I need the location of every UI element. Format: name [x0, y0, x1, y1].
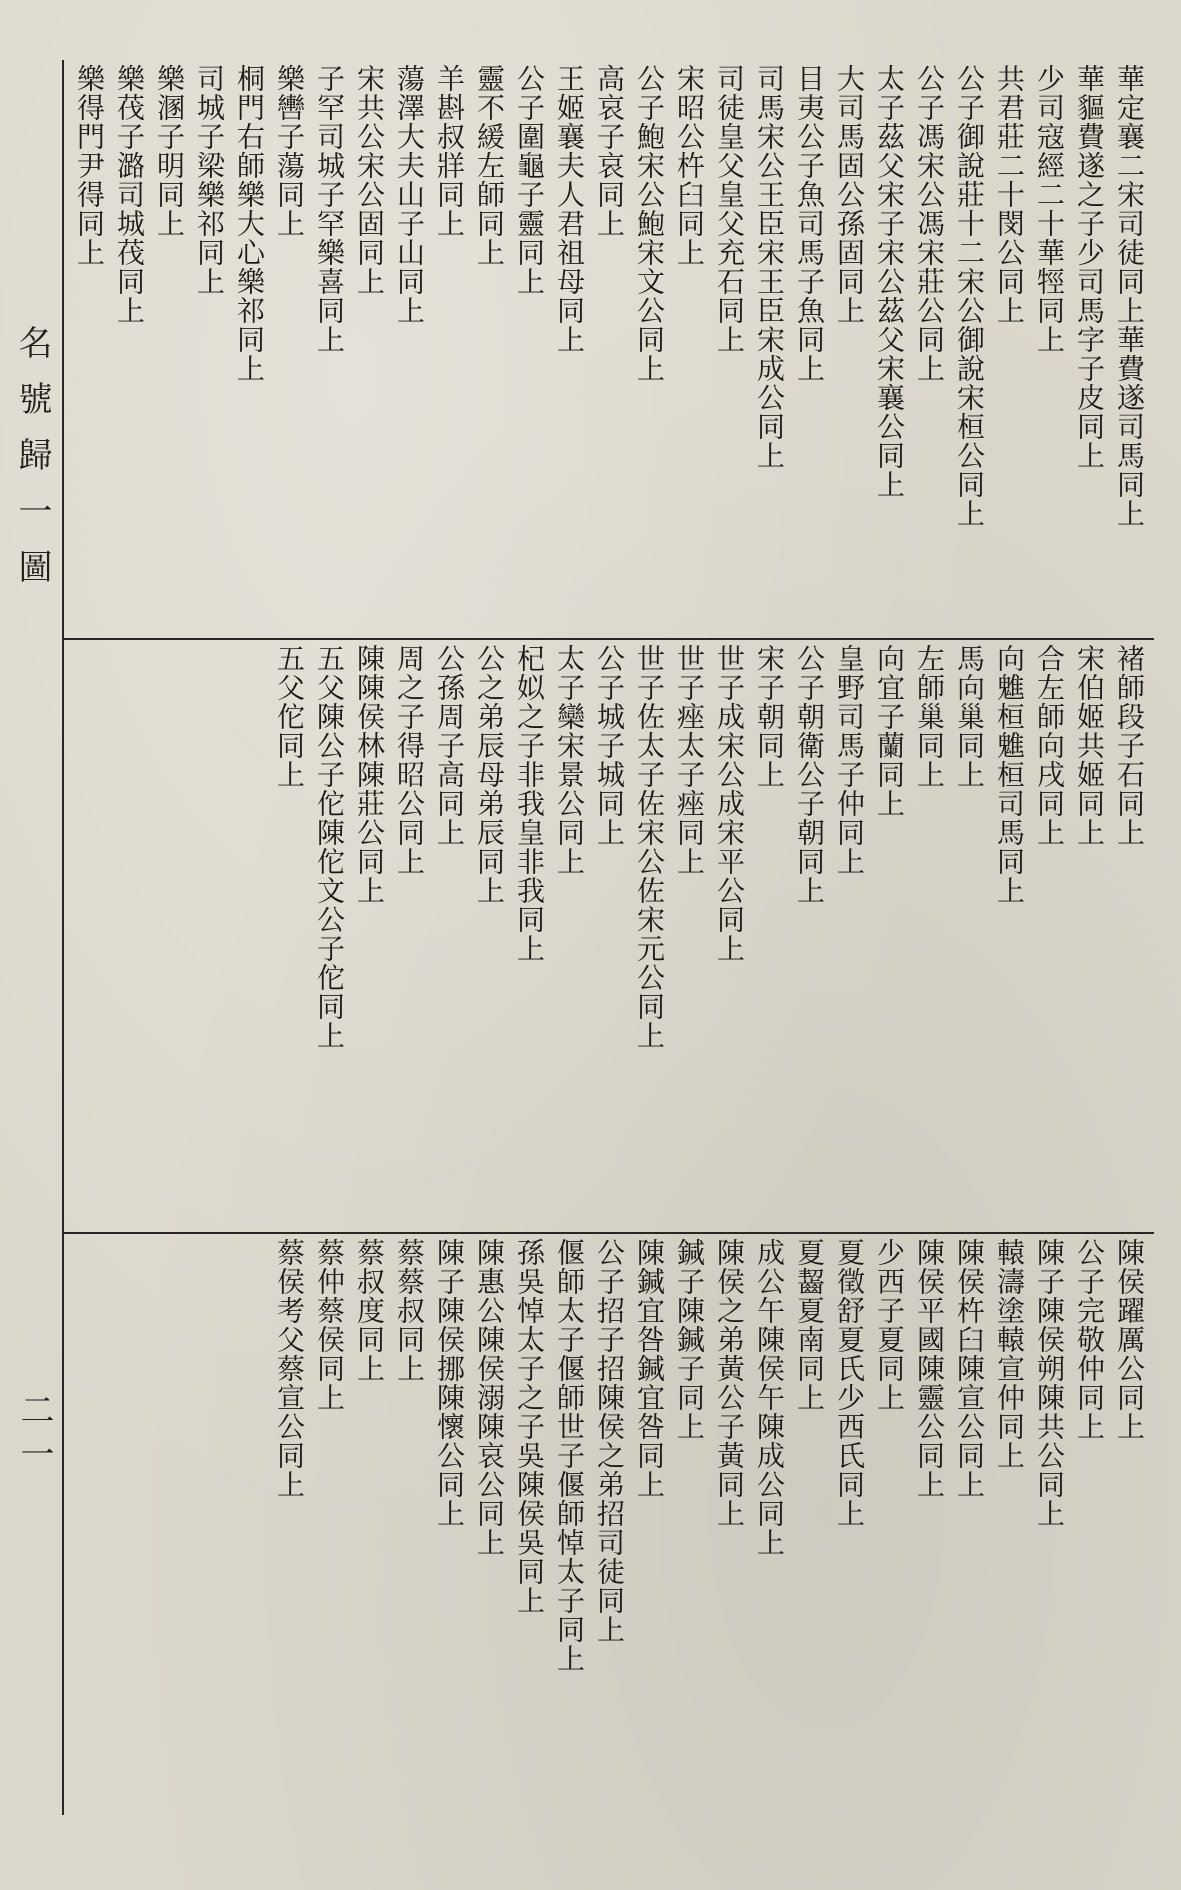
text-column: 公子馮宋公馮宋莊公同上: [913, 64, 946, 383]
text-column: 太子欒宋景公同上: [553, 644, 586, 876]
text-column: 陳侯躍厲公同上: [1113, 1238, 1146, 1441]
text-column: 太子茲父宋子宋公茲父宋襄公同上: [873, 64, 906, 499]
text-column: 公子鮑宋公鮑宋文公同上: [633, 64, 666, 383]
text-column: 司馬宋公王臣宋王臣宋成公同上: [753, 64, 786, 470]
text-column: 五父佗同上: [273, 644, 306, 789]
text-column: 合左師向戌同上: [1033, 644, 1066, 847]
text-column: 蔡蔡叔同上: [393, 1238, 426, 1383]
text-column: 向魋桓魋桓司馬同上: [993, 644, 1026, 905]
text-column: 公之弟辰母弟辰同上: [473, 644, 506, 905]
text-column: 褚師段子石同上: [1113, 644, 1146, 847]
text-column: 桐門右師樂大心樂祁同上: [233, 64, 266, 383]
text-column: 大司馬固公孫固同上: [833, 64, 866, 325]
text-column: 蕩澤大夫山子山同上: [393, 64, 426, 325]
text-column: 五父陳公子佗陳佗文公子佗同上: [313, 644, 346, 1050]
text-column: 蔡侯考父蔡宣公同上: [273, 1238, 306, 1499]
text-column: 樂茷子潞司城茷同上: [113, 64, 146, 325]
text-column: 世子痤太子痤同上: [673, 644, 706, 876]
text-column: 陳陳侯林陳莊公同上: [353, 644, 386, 905]
text-column: 偃師太子偃師世子偃師悼太子同上: [553, 1238, 586, 1673]
text-column: 華定襄二宋司徒同上華費遂司馬同上: [1113, 64, 1146, 528]
text-column: 成公午陳侯午陳成公同上: [753, 1238, 786, 1557]
text-column: 羊斟叔牂同上: [433, 64, 466, 238]
text-column: 公子御說莊十二宋公御說宋桓公同上: [953, 64, 986, 528]
text-column: 宋昭公杵臼同上: [673, 64, 706, 267]
text-column: 轅濤塗轅宣仲同上: [993, 1238, 1026, 1470]
text-column: 左師巢同上: [913, 644, 946, 789]
text-column: 夏徵舒夏氏少西氏同上: [833, 1238, 866, 1528]
text-column: 王姬襄夫人君祖母同上: [553, 64, 586, 354]
text-column: 樂溷子明同上: [153, 64, 186, 238]
text-column: 公孫周子高同上: [433, 644, 466, 847]
page-number: 二一: [14, 1392, 54, 1480]
text-column: 蔡叔度同上: [353, 1238, 386, 1383]
text-column: 馬向巢同上: [953, 644, 986, 789]
text-column: 公子城子城同上: [593, 644, 626, 847]
text-column: 華貙費遂之子少司馬字子皮同上: [1073, 64, 1106, 470]
section-middle: [68, 644, 1148, 1228]
text-column: 孫吳悼太子之子吳陳侯吳同上: [513, 1238, 546, 1615]
text-column: 宋子朝同上: [753, 644, 786, 789]
text-column: 樂得門尹得同上: [73, 64, 106, 267]
text-column: 宋伯姬共姬同上: [1073, 644, 1106, 847]
text-column: 周之子得昭公同上: [393, 644, 426, 876]
text-column: 公子招子招陳侯之弟招司徒同上: [593, 1238, 626, 1644]
text-column: 高哀子哀同上: [593, 64, 626, 238]
text-column: 陳侯杵臼陳宣公同上: [953, 1238, 986, 1499]
text-column: 陳鍼宜咎鍼宜咎同上: [633, 1238, 666, 1499]
text-column: 靈不緩左師同上: [473, 64, 506, 267]
text-column: 宋共公宋公固同上: [353, 64, 386, 296]
text-column: 皇野司馬子仲同上: [833, 644, 866, 876]
text-column: 鍼子陳鍼子同上: [673, 1238, 706, 1441]
text-column: 樂轡子蕩同上: [273, 64, 306, 238]
text-column: 蔡仲蔡侯同上: [313, 1238, 346, 1412]
text-column: 陳惠公陳侯溺陳哀公同上: [473, 1238, 506, 1557]
text-column: 世子佐太子佐宋公佐宋元公同上: [633, 644, 666, 1050]
section-top: [68, 64, 1148, 634]
text-column: 子罕司城子罕樂喜同上: [313, 64, 346, 354]
text-column: 共君莊二十閔公同上: [993, 64, 1026, 325]
text-column: 陳侯平國陳靈公同上: [913, 1238, 946, 1499]
text-column: 世子成宋公成宋平公同上: [713, 644, 746, 963]
text-column: 陳侯之弟黃公子黃同上: [713, 1238, 746, 1528]
section-divider-upper: [62, 638, 1154, 640]
section-bottom: [68, 1238, 1148, 1812]
text-column: 公子圍龜子靈同上: [513, 64, 546, 296]
section-divider-lower: [62, 1232, 1154, 1234]
text-column: 目夷公子魚司馬子魚同上: [793, 64, 826, 383]
margin-title: 名號歸一圖: [12, 325, 52, 605]
text-column: 司徒皇父皇父充石同上: [713, 64, 746, 354]
text-column: 陳子陳侯挪陳懷公同上: [433, 1238, 466, 1528]
text-column: 少司寇經二十華牼同上: [1033, 64, 1066, 354]
text-column: 公子完敬仲同上: [1073, 1238, 1106, 1441]
text-column: 陳子陳侯朔陳共公同上: [1033, 1238, 1066, 1528]
text-column: 少西子夏同上: [873, 1238, 906, 1412]
text-column: 夏齧夏南同上: [793, 1238, 826, 1412]
text-column: 杞姒之子非我皇非我同上: [513, 644, 546, 963]
text-column: 司城子梁樂祁同上: [193, 64, 226, 296]
text-column: 向宜子蘭同上: [873, 644, 906, 818]
text-column: 公子朝衛公子朝同上: [793, 644, 826, 905]
